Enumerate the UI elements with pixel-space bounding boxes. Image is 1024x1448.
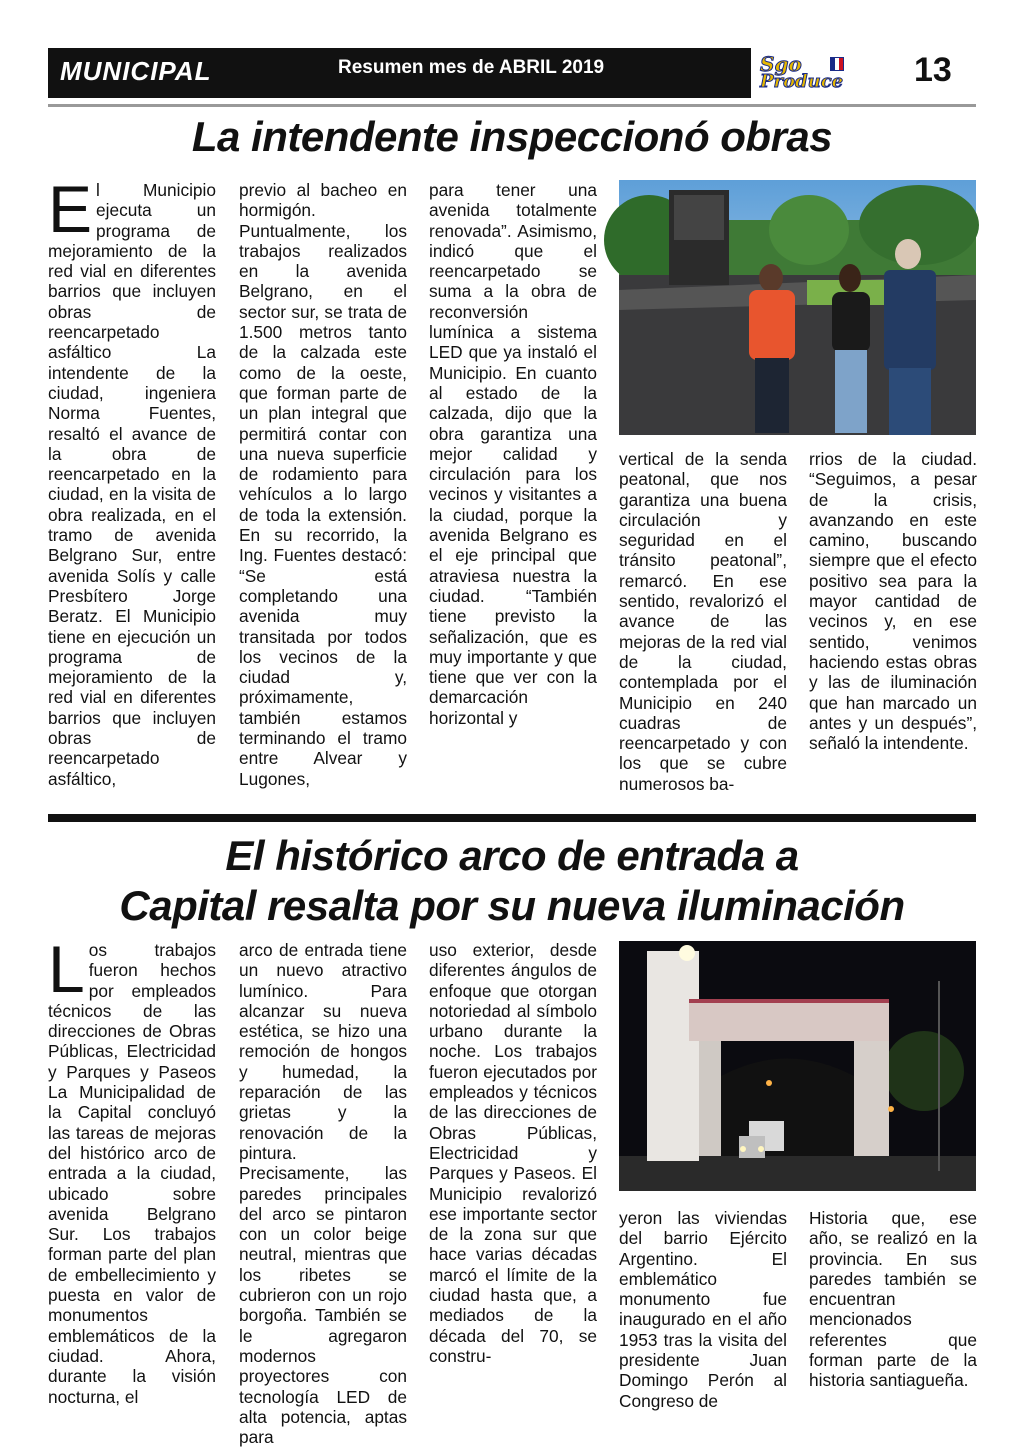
- article2-photo-illustration: [619, 941, 976, 1191]
- section-label: MUNICIPAL: [60, 56, 212, 86]
- article2-column-4-text: yeron las viviendas del barrio Ejército Argentino. El emblemático monumento fue inaugurado en el año 1953 tras la visita del presidente Juan Domingo Perón al Congreso de: [619, 1208, 787, 1411]
- article2-headline-line-1: El histórico arco de entrada a: [225, 832, 799, 879]
- article1-headline: La intendente inspeccionó obras: [191, 113, 833, 160]
- header-bar: [48, 48, 751, 98]
- article1-photo: [619, 180, 976, 435]
- article1-column-1-text: l Municipio ejecuta un programa de mejoramiento de la red vial en diferentes barrios que incluyen obras de reencarpetado asfáltico La intendente de la ciudad, ingeniera Norma Fuentes, resaltó el avance de la obra de reencarpetado en la ciudad, en la visita de obra realizada, en el tramo de avenida Belgrano Sur, entre avenida Solís y calle Presbítero Jorge Beratz. El Municipio tiene en ejecución un programa de mejoramiento de la red vial en diferentes barrios que incluyen obras de reencarpetado asfáltico,: [48, 180, 216, 789]
- page-number: 13: [914, 51, 952, 89]
- article2-column-1: [48, 932, 216, 1407]
- article2-column-4: [619, 1208, 787, 1411]
- sgo-produce-logo: [758, 52, 908, 94]
- article1-column-5-text: rrios de la ciudad. “Seguimos, a pesar de la crisis, avanzando en este camino, buscando siempre que el efecto positivo sea para la mayor cantidad de vecinos y, en ese sentido, venimos haciendo estas obras y las de iluminación que han marcado un antes y un después”, señaló la intendente.: [809, 449, 977, 754]
- article2-column-5-text: Historia que, ese año, se realizó en la provincia. En sus paredes también se encuentran mencionados referentes que forman parte de la historia santiagueña.: [809, 1208, 977, 1391]
- article2-headline-line-2: Capital resalta por su nueva iluminación: [119, 882, 905, 929]
- article1-dropcap: E: [48, 172, 93, 246]
- article1-column-4: [619, 449, 787, 809]
- article-divider: [48, 814, 976, 822]
- issue-label: Resumen mes de ABRIL 2019: [338, 57, 605, 78]
- logo-bottom-text: Produce: [760, 71, 844, 92]
- article2-photo: [619, 941, 976, 1191]
- header-rule: [48, 104, 976, 107]
- article1-column-1: [48, 172, 216, 810]
- article1-column-5: [809, 449, 977, 809]
- article2-column-2-text: arco de entrada tiene un nuevo atractivo lumínico. Para alcanzar su nueva estética, se hizo una remoción de hongos y humedad, la reparación de las grietas y la renovación de la pintura. Precisamente, las paredes principales del arco se pintaron con un color beige neutral, mientras que los ribetes se cubrieron con un rojo borgoña. También se le agregaron modernos proyectores con tecnología LED de alta potencia, aptas para: [239, 940, 407, 1448]
- logo-top-text: Sgo: [760, 52, 802, 76]
- page-header: [48, 48, 976, 98]
- article1-column-4-text: vertical de la senda peatonal, que nos garantiza una buena circulación y seguridad en el tránsito peatonal”, remarcó. En ese sentido, revalorizó el avance de las mejoras de la red vial de la ciudad, contemplada por el Municipio en 240 cuadras de reencarpetado y con los que se cubre numerosos ba-: [619, 449, 787, 794]
- flag-icon: [830, 57, 844, 71]
- article2-column-3-text: uso exterior, desde diferentes ángulos de enfoque que otorgan notoriedad al símbolo urbano durante la noche. Los trabajos fueron ejecutados por empleados y técnicos de las direcciones de Obras Públicas, Electricidad y Parques y Paseos. El Municipio revalorizó ese importante sector de la zona sur que hace varias décadas marcó el límite de la ciudad hasta que, a mediados de la década del 70, se constru-: [429, 940, 597, 1366]
- article1-column-3-text: para tener una avenida totalmente renovada”. Asimismo, indicó que el reencarpetado se suma a la obra de reconversión lumínica a sistema LED que ya instaló el Municipio. En cuanto al estado de la calzada, dijo que la obra garantiza una mejor calidad y circulación para los vecinos y visitantes a la ciudad, porque la avenida Belgrano es el eje principal que atraviesa nuestra la ciudad. “También tiene previsto la señalización, que es muy importante y que tiene que ver con la demarcación horizontal y: [429, 180, 597, 728]
- article2-column-5: [809, 1208, 977, 1408]
- article2-column-3: [429, 940, 597, 1400]
- article2-column-1-text: os trabajos fueron hechos por empleados técnicos de las direcciones de Obras Públicas, Electricidad y Parques y Paseos La Municipalidad de la Capital concluyó las tareas de mejoras del histórico arco de entrada a la ciudad, ubicado sobre avenida Belgrano Sur. Los trabajos forman parte del plan de embellecimiento y puesta en valor de monumentos emblemáticos de la ciudad. Ahora, durante la visión nocturna, el: [48, 940, 216, 1407]
- article1-photo-illustration: [619, 180, 976, 435]
- article2-column-2: [239, 940, 407, 1448]
- article1-column-2: [239, 180, 407, 810]
- article1-column-3: [429, 180, 597, 810]
- article2-dropcap: L: [48, 932, 85, 1006]
- article1-column-2-text: previo al bacheo en hormigón. Puntualmente, los trabajos realizados en la avenida Belgrano, en el sector sur, se trata de 1.500 metros tanto de la calzada este como de la oeste, que forman parte de un plan integral que permitirá contar con una nueva superficie de rodamiento para vehículos a lo largo de toda la extensión. En su recorrido, la Ing. Fuentes destacó: “Se está completando una avenida muy transitada por todos los vecinos de la ciudad y, próximamente, también estamos terminando el tramo entre Alvear y Lugones,: [239, 180, 407, 789]
